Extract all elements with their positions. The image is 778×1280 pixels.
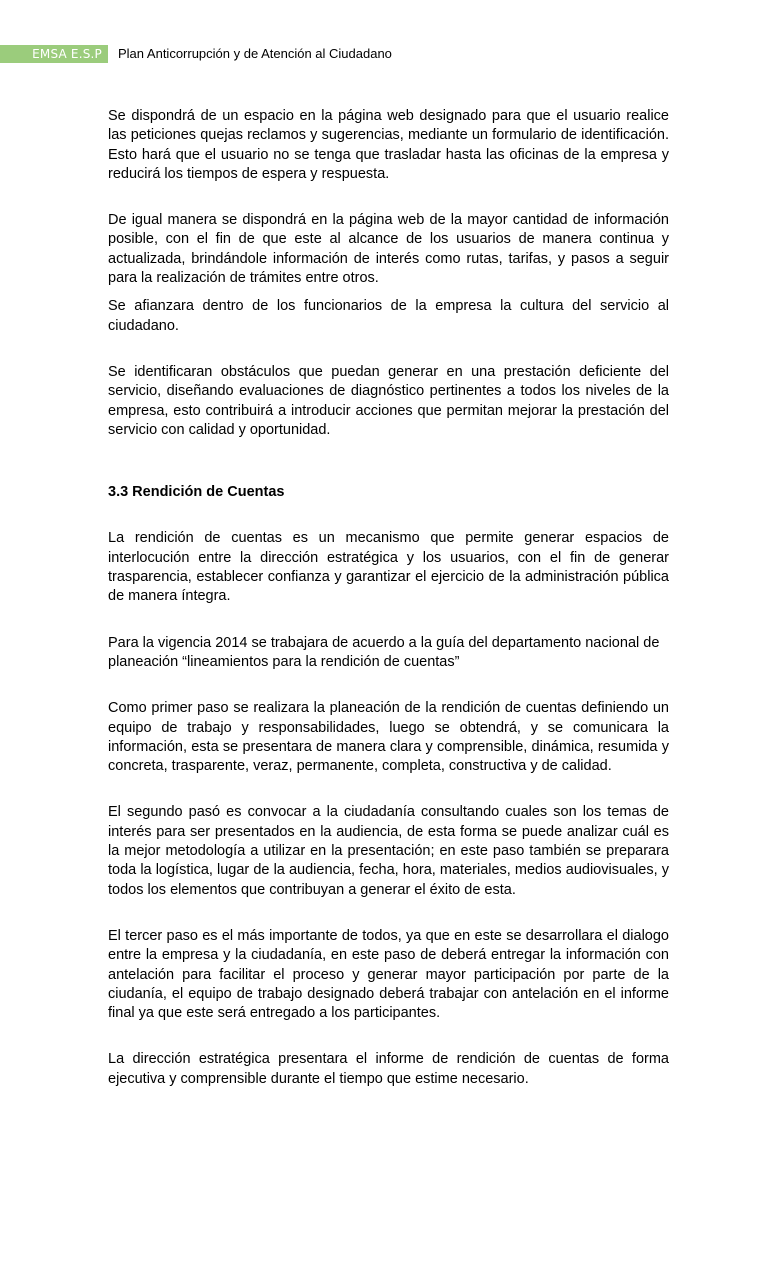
paragraph-web-pqrs: Se dispondrá de un espacio en la página web designado para que el usuario realice las peticiones quejas reclamos y sugerencias, mediante un formulario de identificación. Esto hará que el usuario no se tenga que trasladar hasta las oficinas de la empresa y reducirá los tiempos de espera y respuesta. [108, 108, 669, 182]
paragraph-first-step: Como primer paso se realizara la planeación de la rendición de cuentas definiendo un equipo de trabajo y responsabilidades, luego se obtendrá, y se comunicara la información, esta se presentara de manera clara y comprensible, dinámica, resumida y concreta, trasparente, veraz, permanente, completa, constructiva y de calidad. [108, 700, 669, 775]
document-body [108, 107, 669, 1089]
paragraph-service-culture: Se afianzara dentro de los funcionarios de la empresa la cultura del servicio al ciudadano. [108, 298, 669, 334]
paragraph-final: La dirección estratégica presentara el informe de rendición de cuentas de forma ejecutiva y comprensible durante el tiempo que estime necesario. [108, 1051, 669, 1087]
paragraph-second-step: El segundo pasó es convocar a la ciudadanía consultando cuales son los temas de interés para ser presentados en la audiencia, de esta forma se puede analizar cuál es la mejor metodología a utilizar en la presentación; en este paso también se preparara toda la logística, lugar de la audiencia, fecha, hora, materiales, medios audiovisuales, y todos los elementos que contribuyan a generar el éxito de esta. [108, 804, 669, 898]
paragraph-vigencia: Para la vigencia 2014 se trabajara de acuerdo a la guía del departamento nacional de planeación “lineamientos para la rendición de cuentas” [108, 634, 660, 670]
document-title: Plan Anticorrupción y de Atención al Ciudadano [118, 45, 392, 61]
paragraph-obstacles: Se identificaran obstáculos que puedan generar en una prestación deficiente del servicio, diseñando evaluaciones de diagnóstico pertinentes a todos los niveles de la empresa, esto contribuirá a introducir acciones que permitan mejorar la prestación del servicio con calidad y oportunidad. [108, 363, 669, 438]
company-badge: EMSA E.S.P [0, 45, 108, 63]
paragraph-web-information: De igual manera se dispondrá en la página web de la mayor cantidad de información posible, con el fin de que este al alcance de los usuarios de manera continua y actualizada, brindándole información de interés como rutas, tarifas, y pasos a seguir para la realización de trámites entre otros. [108, 212, 669, 287]
paragraph-third-step: El tercer paso es el más importante de todos, ya que en este se desarrollara el dialogo entre la empresa y la ciudadanía, en este paso de deberá entregar la información con antelación para facilitar el proceso y generar mayor participación por parte de la ciudanía, el equipo de trabajo designado deberá trabajar con antelación en el informe final ya que este será entregado a los participantes. [108, 927, 669, 1022]
paragraph-definition: La rendición de cuentas es un mecanismo que permite generar espacios de interlocución entre la dirección estratégica y los usuarios, con el fin de generar trasparencia, establecer confianza y garantizar el ejercicio de la administración pública de manera íntegra. [108, 530, 669, 605]
page-header [0, 44, 392, 63]
section-heading: 3.3 Rendición de Cuentas [108, 484, 285, 501]
